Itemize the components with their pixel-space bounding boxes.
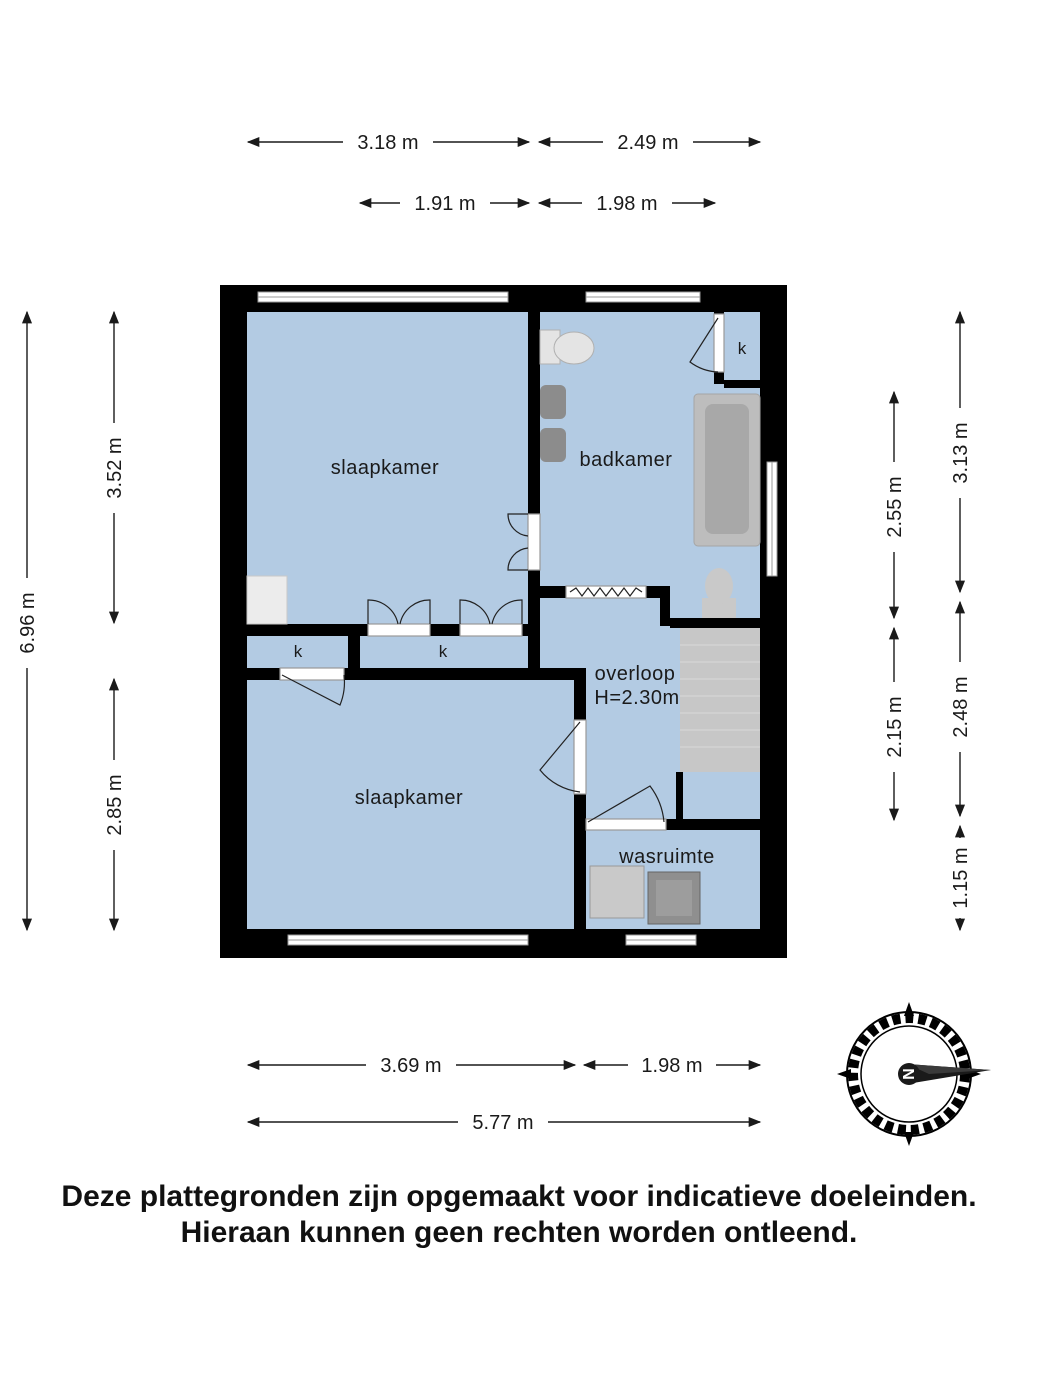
disclaimer-line-1: Deze plattegronden zijn opgemaakt voor indicatieve doeleinden. — [61, 1180, 977, 1213]
sliding-door-landing — [566, 586, 646, 598]
dim-right-outer-lower: 1.15 m — [950, 847, 972, 909]
room-label-closet-middle: k — [438, 642, 448, 661]
disclaimer-line-2: Hieraan kunnen geen rechten worden ontleend. — [180, 1216, 858, 1249]
room-label-closet-bathroom: k — [737, 339, 747, 358]
dim-top-2: 2.49 m — [617, 132, 679, 154]
bedroom-cabinet — [247, 576, 287, 624]
sink-2 — [540, 428, 566, 462]
dim-top-4: 1.98 m — [596, 193, 658, 215]
dim-left-upper: 3.52 m — [104, 437, 126, 499]
room-label-bedroom-top: slaapkamer — [330, 457, 440, 479]
dim-bottom-1: 3.69 m — [380, 1055, 442, 1077]
room-label-bedroom-bottom: slaapkamer — [354, 787, 464, 809]
room-label-closet-left: k — [293, 642, 303, 661]
room-label-bathroom: badkamer — [579, 449, 673, 471]
dim-top-1: 3.18 m — [357, 132, 419, 154]
dim-right-outer-middle: 2.48 m — [950, 676, 972, 738]
dim-left-lower: 2.85 m — [104, 774, 126, 836]
room-label-laundry: wasruimte — [619, 846, 715, 868]
toilet-2-bowl — [705, 568, 733, 604]
compass-icon — [837, 1002, 991, 1146]
dim-right-outer-upper: 3.13 m — [950, 422, 972, 484]
washing-machine — [590, 866, 644, 918]
dim-bottom-2: 1.98 m — [641, 1055, 703, 1077]
dim-top-3: 1.91 m — [414, 193, 476, 215]
toilet-bowl — [554, 332, 594, 364]
dim-right-inner-lower: 2.15 m — [884, 696, 906, 758]
room-label-landing-height: H=2.30m — [594, 687, 680, 709]
sink-1 — [540, 385, 566, 419]
dim-bottom-total: 5.77 m — [472, 1112, 534, 1134]
compass-north-label: N — [899, 1068, 916, 1080]
room-label-landing: overloop — [594, 663, 676, 685]
dim-right-inner-upper: 2.55 m — [884, 476, 906, 538]
dim-left-total: 6.96 m — [17, 592, 39, 654]
